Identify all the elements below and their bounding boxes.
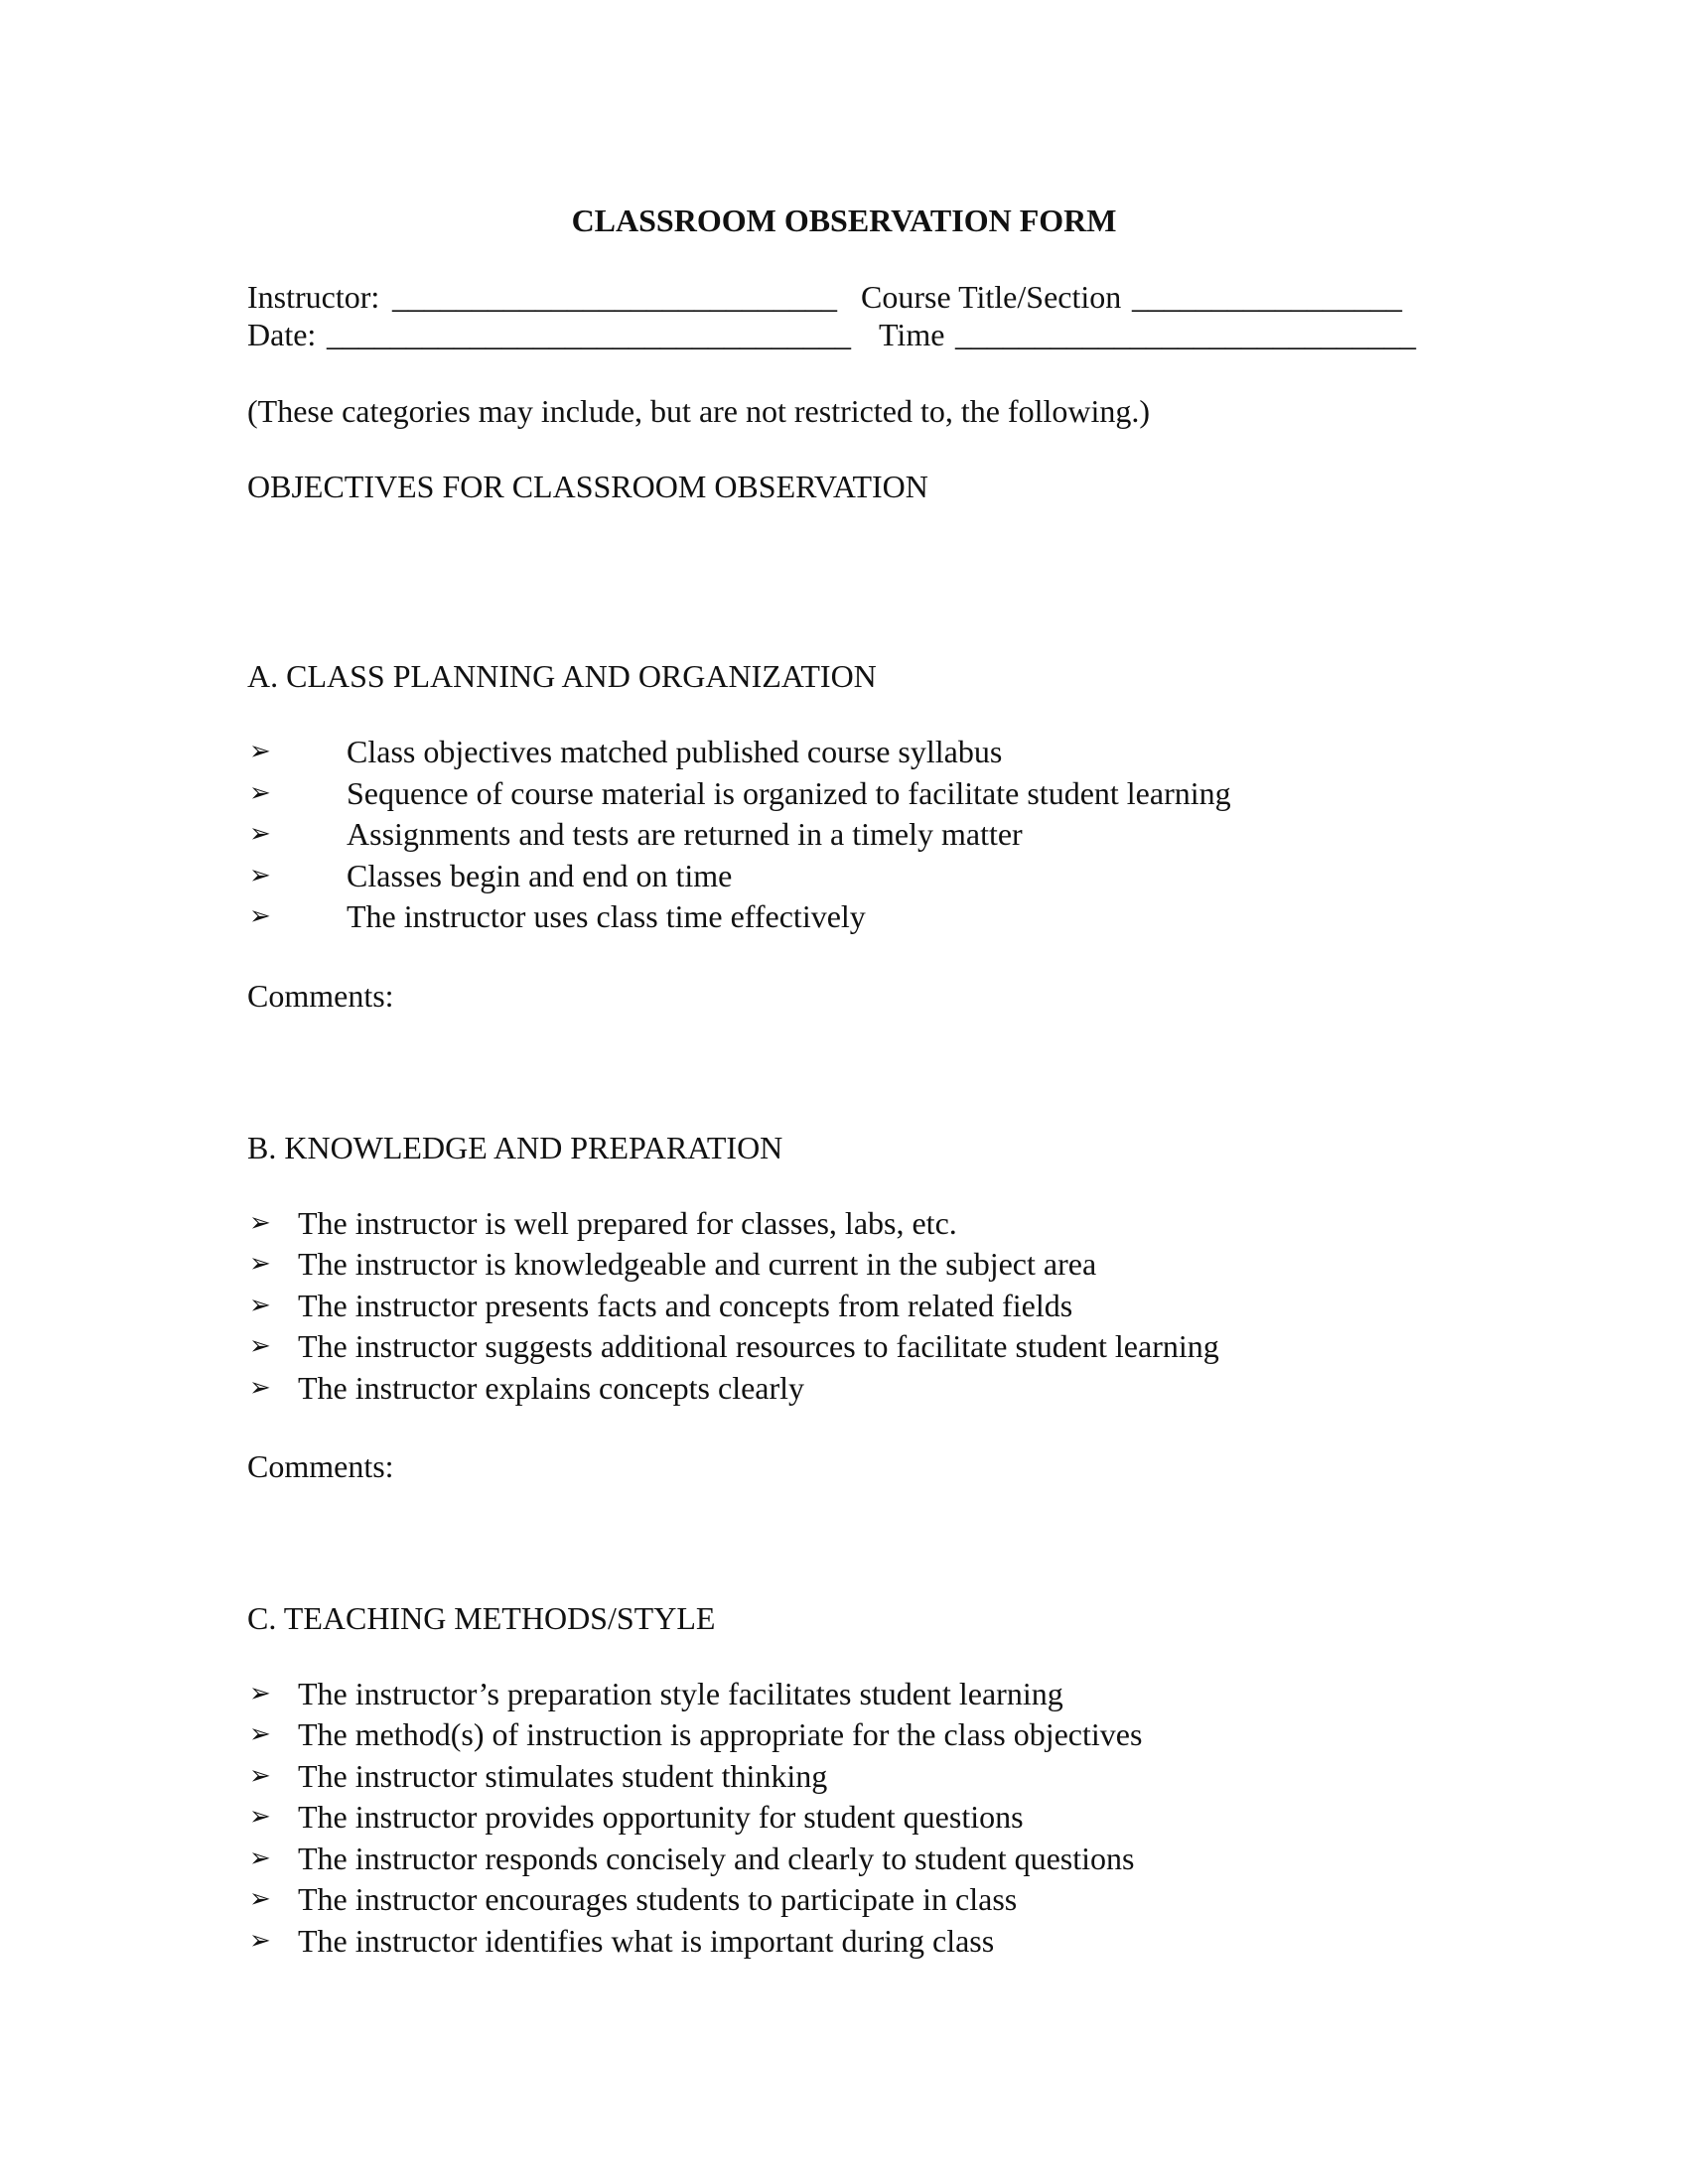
list-item: The instructor responds concisely and clearly to student questions bbox=[298, 1841, 1135, 1876]
list-item: The instructor presents facts and concepts from related fields bbox=[298, 1288, 1073, 1323]
page-title: CLASSROOM OBSERVATION FORM bbox=[571, 203, 1117, 238]
arrow-bullet-icon: ➢ bbox=[249, 1884, 271, 1914]
arrow-bullet-icon: ➢ bbox=[249, 1249, 271, 1279]
arrow-bullet-icon: ➢ bbox=[249, 778, 271, 808]
arrow-bullet-icon: ➢ bbox=[249, 1719, 271, 1749]
date-field[interactable]: _________________________________ bbox=[327, 317, 851, 352]
list-item: Class objectives matched published course syllabus bbox=[347, 734, 1003, 769]
categories-note: (These categories may include, but are not restricted to, the following.) bbox=[247, 393, 1151, 429]
arrow-bullet-icon: ➢ bbox=[249, 819, 271, 849]
list-item: The instructor’s preparation style facilitates student learning bbox=[298, 1676, 1063, 1711]
arrow-bullet-icon: ➢ bbox=[249, 1208, 271, 1238]
arrow-bullet-icon: ➢ bbox=[249, 861, 271, 890]
arrow-bullet-icon: ➢ bbox=[249, 1802, 271, 1832]
arrow-bullet-icon: ➢ bbox=[249, 1843, 271, 1873]
list-item: The instructor is well prepared for classes, labs, etc. bbox=[298, 1205, 957, 1241]
instructor-field[interactable]: ____________________________ bbox=[392, 279, 837, 315]
arrow-bullet-icon: ➢ bbox=[249, 737, 271, 766]
list-item: The method(s) of instruction is appropriate for the class objectives bbox=[298, 1716, 1143, 1752]
arrow-bullet-icon: ➢ bbox=[249, 1291, 271, 1320]
time-field[interactable]: _____________________________ bbox=[955, 317, 1416, 352]
list-item: Sequence of course material is organized to facilitate student learning bbox=[347, 775, 1231, 811]
arrow-bullet-icon: ➢ bbox=[249, 1373, 271, 1403]
course-title-field[interactable]: _________________ bbox=[1132, 279, 1402, 315]
section-a-heading: A. CLASS PLANNING AND ORGANIZATION bbox=[247, 658, 877, 694]
list-item: The instructor provides opportunity for student questions bbox=[298, 1799, 1024, 1835]
list-item: Classes begin and end on time bbox=[347, 858, 733, 893]
arrow-bullet-icon: ➢ bbox=[249, 901, 271, 931]
section-b-heading: B. KNOWLEDGE AND PREPARATION bbox=[247, 1130, 783, 1165]
list-item: The instructor is knowledgeable and current in the subject area bbox=[298, 1246, 1097, 1282]
list-item: The instructor explains concepts clearly bbox=[298, 1370, 805, 1406]
list-item: The instructor stimulates student thinking bbox=[298, 1758, 828, 1794]
arrow-bullet-icon: ➢ bbox=[249, 1679, 271, 1708]
list-item: Assignments and tests are returned in a timely matter bbox=[347, 816, 1023, 852]
course-title-label: Course Title/Section bbox=[861, 279, 1122, 315]
section-a-comments-label: Comments: bbox=[247, 978, 394, 1014]
list-item: The instructor uses class time effectively bbox=[347, 898, 866, 934]
arrow-bullet-icon: ➢ bbox=[249, 1331, 271, 1361]
list-item: The instructor suggests additional resources to facilitate student learning bbox=[298, 1328, 1219, 1364]
list-item: The instructor identifies what is important during class bbox=[298, 1923, 995, 1959]
time-label: Time bbox=[879, 317, 945, 352]
arrow-bullet-icon: ➢ bbox=[249, 1761, 271, 1791]
section-b-comments-label: Comments: bbox=[247, 1448, 394, 1484]
objectives-heading: OBJECTIVES FOR CLASSROOM OBSERVATION bbox=[247, 469, 928, 504]
arrow-bullet-icon: ➢ bbox=[249, 1926, 271, 1956]
date-label: Date: bbox=[247, 317, 317, 352]
list-item: The instructor encourages students to participate in class bbox=[298, 1881, 1018, 1917]
section-c-heading: C. TEACHING METHODS/STYLE bbox=[247, 1600, 716, 1636]
instructor-label: Instructor: bbox=[247, 279, 380, 315]
